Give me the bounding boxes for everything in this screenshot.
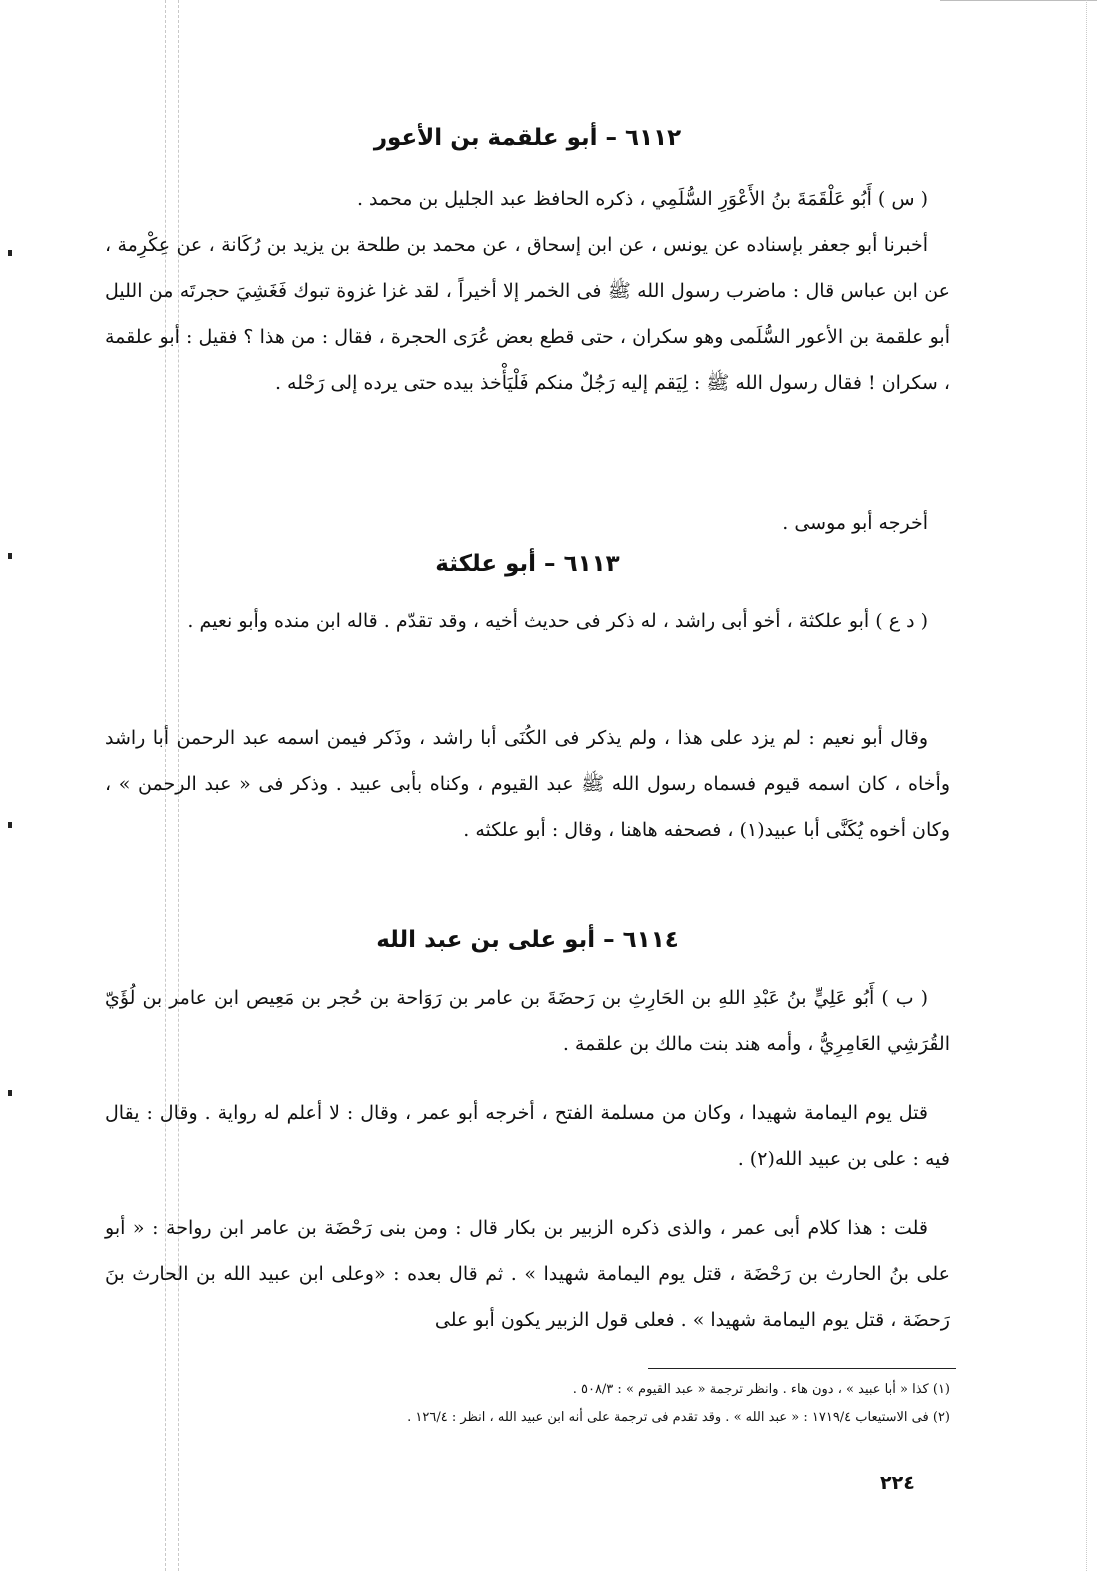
entry-paragraph: ( س ) أَبُو عَلْقَمَةَ بنُ الأَعْوَرِ السُّلَمِي ، ذكره الحافظ عبد الجليل بن محمد . [356, 188, 928, 210]
entry-paragraph: ( ب ) أَبُو عَلِيٍّ بنُ عَبْدِ اللهِ بن الحَارِثِ بن رَحضَةَ بن عامر بن رَوَاحة بن حُجر بن مَعِيص ابن عامر بن لُؤَيّ القُرَشِي العَامِرِيُّ ، وأمه هند بنت مالك بن علقمة . [105, 987, 950, 1055]
margin-mark [8, 822, 12, 828]
entry-paragraph: ( د ع ) أبو علكثة ، أخو أبى راشد ، له ذكر فى حديث أخيه ، وقد تقدّم . قاله ابن منده وأبو نعيم . [187, 610, 928, 632]
entry-heading: ٦١١٢ – أبو علقمة بن الأعور [373, 125, 682, 151]
margin-mark [8, 1090, 12, 1096]
footnote-rule [648, 1368, 956, 1369]
entry-paragraph: قتل يوم اليمامة شهيدا ، وكان من مسلمة الفتح ، أخرجه أبو عمر ، وقال : لا أعلم له رواية . وقال : يقال فيه : على بن عبيد الله(٢) . [105, 1102, 950, 1170]
scan-edge-top [940, 0, 1097, 1]
entry-paragraph: أخرجه أبو موسى . [782, 512, 928, 534]
footnote: (٢) فى الاستيعاب ١٧١٩/٤ : « عبد الله » . وقد تقدم فى ترجمة على أنه ابن عبيد الله ، انظر : ١٢٦/٤ . [407, 1410, 950, 1425]
margin-mark [8, 250, 12, 256]
page-number: ٢٢٤ [880, 1472, 915, 1494]
footnote: (١) كذا « أبا عبيد » ، دون هاء . وانظر ترجمة « عبد القيوم » : ٥٠٨/٣ . [572, 1382, 950, 1397]
entry-paragraph: قلت : هذا كلام أبى عمر ، والذى ذكره الزبير بن بكار قال : ومن بنى رَحْضَة بن عامر ابن رواحة : « أبو على بنُ الحارث بن رَحْضَة ، قتل يوم اليمامة شهيدا » . ثم قال بعده : «وعلى ابن عبيد الله بن الحارث بنَ رَحضَة ، قتل يوم اليمامة شهيدا » . فعلى قول الزبير يكون أبو على [105, 1217, 950, 1331]
entry-paragraph: وقال أبو نعيم : لم يزد على هذا ، ولم يذكر فى الكُنَى أبا راشد ، وذَكر فيمن اسمه عبد الرحمن أبا راشد وأخاه ، كان اسمه قيوم فسماه رسول الله ﷺ عبد القيوم ، وكناه بأبى عبيد . وذكر فى « عبد الرحمن » ، وكان أخوه يُكَنَّى أبا عبيد(١) ، فصحفه هاهنا ، وقال : أبو علكثه . [105, 727, 950, 841]
margin-mark [8, 553, 12, 559]
entry-heading: ٦١١٤ – أبو على بن عبد الله [376, 927, 679, 953]
entry-paragraph: أخبرنا أبو جعفر بإسناده عن يونس ، عن ابن إسحاق ، عن محمد بن طلحة بن يزيد بن رُكَانة ، عن عِكْرِمة ، عن ابن عباس قال : ماضرب رسول الله ﷺ فى الخمر إلا أخيراً ، لقد غزا غزوة تبوك فَغَشِيَ حجرتَه من الليل أبو علقمة بن الأعور السُّلَمى وهو سكران ، حتى قطع بعض عُرَى الحجرة ، فقال : من هذا ؟ فقيل : أبو علقمة ، سكران ! فقال رسول الله ﷺ : لِيَقم إليه رَجُلٌ منكم فَلْيَأْخذ بيده حتى يرده إلى رَحْله . [105, 234, 950, 394]
scan-edge-right [1086, 0, 1087, 1571]
entry-heading: ٦١١٣ – أبو علكثة [435, 551, 620, 577]
